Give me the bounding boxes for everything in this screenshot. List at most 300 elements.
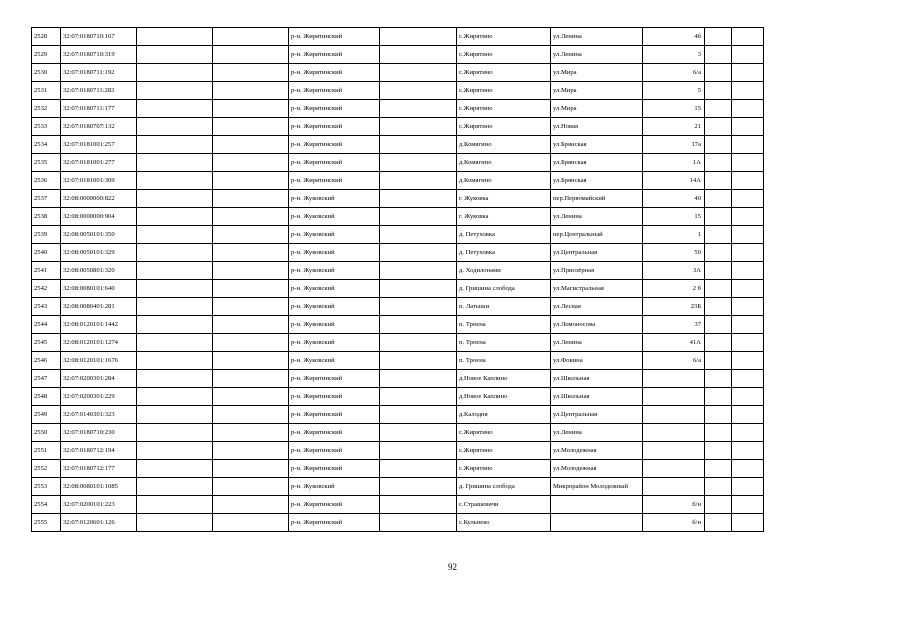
blank-column-d-cell: [705, 514, 732, 532]
district-cell: р-н. Жуковский: [289, 226, 380, 244]
cadastral-number-cell: 32:07:0180710:319: [61, 46, 137, 64]
table-row: [32, 208, 764, 226]
blank-column-c-cell: [380, 244, 457, 262]
blank-column-b-cell: [213, 64, 289, 82]
blank-column-c-cell: [380, 424, 457, 442]
blank-column-c-cell: [380, 280, 457, 298]
blank-column-c-cell: [380, 478, 457, 496]
district-cell: р-н. Жирятинский: [289, 46, 380, 64]
blank-column-a-cell: [137, 316, 213, 334]
table-row: [32, 262, 764, 280]
settlement-cell: с.Жирятино: [457, 442, 551, 460]
table-row: [32, 514, 764, 532]
cadastral-number-cell: 32:07:0181001:309: [61, 172, 137, 190]
blank-column-c-cell: [380, 64, 457, 82]
row-number-cell: 2550: [32, 424, 61, 442]
settlement-cell: с.Жирятино: [457, 424, 551, 442]
street-cell: ул.Магистральная: [551, 280, 643, 298]
blank-column-a-cell: [137, 100, 213, 118]
settlement-cell: д.Комягино: [457, 136, 551, 154]
district-cell: р-н. Жуковский: [289, 298, 380, 316]
blank-column-a-cell: [137, 64, 213, 82]
blank-column-e-cell: [732, 136, 764, 154]
row-number-cell: 2528: [32, 28, 61, 46]
cadastral-number-cell: 32:08:0120101:1442: [61, 316, 137, 334]
blank-column-a-cell: [137, 226, 213, 244]
street-cell: ул.Ленина: [551, 334, 643, 352]
district-cell: р-н. Жирятинский: [289, 424, 380, 442]
blank-column-b-cell: [213, 352, 289, 370]
blank-column-a-cell: [137, 46, 213, 64]
blank-column-d-cell: [705, 118, 732, 136]
street-cell: [551, 514, 643, 532]
blank-column-b-cell: [213, 136, 289, 154]
blank-column-a-cell: [137, 208, 213, 226]
blank-column-e-cell: [732, 298, 764, 316]
house-number-cell: 17а: [643, 136, 705, 154]
street-cell: ул.Новая: [551, 118, 643, 136]
blank-column-d-cell: [705, 370, 732, 388]
blank-column-c-cell: [380, 82, 457, 100]
blank-column-b-cell: [213, 442, 289, 460]
blank-column-a-cell: [137, 406, 213, 424]
blank-column-c-cell: [380, 172, 457, 190]
blank-column-b-cell: [213, 496, 289, 514]
cadastral-number-cell: 32:08:0000000:904: [61, 208, 137, 226]
district-cell: р-н. Жуковский: [289, 334, 380, 352]
blank-column-e-cell: [732, 118, 764, 136]
blank-column-a-cell: [137, 514, 213, 532]
blank-column-e-cell: [732, 370, 764, 388]
cadastral-number-cell: 32:07:0140301:323: [61, 406, 137, 424]
blank-column-c-cell: [380, 100, 457, 118]
blank-column-b-cell: [213, 316, 289, 334]
street-cell: ул.Ленина: [551, 46, 643, 64]
blank-column-b-cell: [213, 226, 289, 244]
row-number-cell: 2530: [32, 64, 61, 82]
row-number-cell: 2529: [32, 46, 61, 64]
blank-column-b-cell: [213, 82, 289, 100]
blank-column-d-cell: [705, 388, 732, 406]
row-number-cell: 2548: [32, 388, 61, 406]
blank-column-c-cell: [380, 406, 457, 424]
blank-column-d-cell: [705, 442, 732, 460]
row-number-cell: 2542: [32, 280, 61, 298]
blank-column-e-cell: [732, 460, 764, 478]
blank-column-b-cell: [213, 478, 289, 496]
district-cell: р-н. Жирятинский: [289, 388, 380, 406]
settlement-cell: д. Петуховка: [457, 226, 551, 244]
table-row: [32, 442, 764, 460]
house-number-cell: 3А: [643, 262, 705, 280]
house-number-cell: 14А: [643, 172, 705, 190]
house-number-cell: 3: [643, 46, 705, 64]
table-row: [32, 100, 764, 118]
blank-column-d-cell: [705, 496, 732, 514]
settlement-cell: с.Жирятино: [457, 82, 551, 100]
blank-column-c-cell: [380, 46, 457, 64]
blank-column-a-cell: [137, 424, 213, 442]
district-cell: р-н. Жирятинский: [289, 172, 380, 190]
blank-column-c-cell: [380, 262, 457, 280]
house-number-cell: [643, 406, 705, 424]
blank-column-a-cell: [137, 460, 213, 478]
house-number-cell: б/н: [643, 496, 705, 514]
blank-column-a-cell: [137, 370, 213, 388]
blank-column-a-cell: [137, 496, 213, 514]
blank-column-e-cell: [732, 388, 764, 406]
table-row: [32, 496, 764, 514]
cadastral-number-cell: 32:07:0180712:177: [61, 460, 137, 478]
row-number-cell: 2539: [32, 226, 61, 244]
house-number-cell: [643, 370, 705, 388]
house-number-cell: б/н: [643, 514, 705, 532]
settlement-cell: с.Кульнево: [457, 514, 551, 532]
table-row: [32, 46, 764, 64]
street-cell: Микрорайон Молодежный: [551, 478, 643, 496]
settlement-cell: п. Латыши: [457, 298, 551, 316]
row-number-cell: 2554: [32, 496, 61, 514]
blank-column-a-cell: [137, 478, 213, 496]
blank-column-d-cell: [705, 352, 732, 370]
cadastral-number-cell: 32:07:0180712:194: [61, 442, 137, 460]
row-number-cell: 2541: [32, 262, 61, 280]
table-row: [32, 136, 764, 154]
house-number-cell: [643, 478, 705, 496]
table-row: [32, 388, 764, 406]
house-number-cell: 40: [643, 190, 705, 208]
blank-column-e-cell: [732, 100, 764, 118]
street-cell: пер.Первомайский: [551, 190, 643, 208]
cadastral-number-cell: 32:07:0181001:257: [61, 136, 137, 154]
district-cell: р-н. Жирятинский: [289, 136, 380, 154]
table-row: [32, 28, 764, 46]
blank-column-c-cell: [380, 208, 457, 226]
cadastral-number-cell: 32:08:0050101:329: [61, 244, 137, 262]
cadastral-number-cell: 32:08:0120101:1676: [61, 352, 137, 370]
table-row: [32, 460, 764, 478]
blank-column-b-cell: [213, 154, 289, 172]
row-number-cell: 2547: [32, 370, 61, 388]
blank-column-b-cell: [213, 406, 289, 424]
blank-column-a-cell: [137, 82, 213, 100]
house-number-cell: 15: [643, 100, 705, 118]
blank-column-d-cell: [705, 154, 732, 172]
district-cell: р-н. Жуковский: [289, 280, 380, 298]
blank-column-c-cell: [380, 28, 457, 46]
blank-column-d-cell: [705, 172, 732, 190]
district-cell: р-н. Жирятинский: [289, 442, 380, 460]
blank-column-e-cell: [732, 280, 764, 298]
house-number-cell: 4б: [643, 28, 705, 46]
street-cell: ул.Лесная: [551, 298, 643, 316]
blank-column-e-cell: [732, 406, 764, 424]
street-cell: ул.Мира: [551, 64, 643, 82]
cadastral-number-cell: 32:08:0000000:822: [61, 190, 137, 208]
street-cell: ул.Приозёрная: [551, 262, 643, 280]
blank-column-a-cell: [137, 280, 213, 298]
blank-column-e-cell: [732, 514, 764, 532]
street-cell: ул.Мира: [551, 82, 643, 100]
street-cell: [551, 496, 643, 514]
blank-column-d-cell: [705, 406, 732, 424]
table-row: [32, 280, 764, 298]
blank-column-c-cell: [380, 388, 457, 406]
street-cell: ул.Центральная: [551, 406, 643, 424]
cadastral-number-cell: 32:08:0080401:281: [61, 298, 137, 316]
table-row: [32, 244, 764, 262]
row-number-cell: 2537: [32, 190, 61, 208]
blank-column-b-cell: [213, 334, 289, 352]
table-row: [32, 82, 764, 100]
cadastral-number-cell: 32:08:0120101:1274: [61, 334, 137, 352]
house-number-cell: 37: [643, 316, 705, 334]
blank-column-b-cell: [213, 46, 289, 64]
street-cell: ул.Брянская: [551, 172, 643, 190]
row-number-cell: 2555: [32, 514, 61, 532]
cadastral-number-cell: 32:07:0120601:126: [61, 514, 137, 532]
cadastral-number-cell: 32:07:0180710:230: [61, 424, 137, 442]
blank-column-c-cell: [380, 334, 457, 352]
blank-column-b-cell: [213, 280, 289, 298]
street-cell: пер.Центральный: [551, 226, 643, 244]
blank-column-c-cell: [380, 370, 457, 388]
blank-column-d-cell: [705, 424, 732, 442]
row-number-cell: 2544: [32, 316, 61, 334]
settlement-cell: д. Петуховка: [457, 244, 551, 262]
district-cell: р-н. Жуковский: [289, 478, 380, 496]
house-number-cell: 2 б: [643, 280, 705, 298]
district-cell: р-н. Жуковский: [289, 352, 380, 370]
blank-column-e-cell: [732, 190, 764, 208]
table-row: [32, 316, 764, 334]
house-number-cell: 5: [643, 82, 705, 100]
cadastral-number-cell: 32:08:0080101:640: [61, 280, 137, 298]
settlement-cell: с.Жирятино: [457, 118, 551, 136]
settlement-cell: п. Троена: [457, 352, 551, 370]
blank-column-b-cell: [213, 244, 289, 262]
row-number-cell: 2536: [32, 172, 61, 190]
row-number-cell: 2549: [32, 406, 61, 424]
blank-column-b-cell: [213, 460, 289, 478]
street-cell: ул.Брянская: [551, 136, 643, 154]
house-number-cell: 6/а: [643, 64, 705, 82]
table-row: [32, 334, 764, 352]
blank-column-a-cell: [137, 334, 213, 352]
house-number-cell: [643, 424, 705, 442]
blank-column-b-cell: [213, 424, 289, 442]
cadastral-number-cell: 32:07:0180711:192: [61, 64, 137, 82]
blank-column-b-cell: [213, 172, 289, 190]
table-row: [32, 352, 764, 370]
blank-column-a-cell: [137, 154, 213, 172]
street-cell: ул.Ленина: [551, 208, 643, 226]
blank-column-b-cell: [213, 208, 289, 226]
row-number-cell: 2532: [32, 100, 61, 118]
district-cell: р-н. Жирятинский: [289, 64, 380, 82]
blank-column-e-cell: [732, 154, 764, 172]
settlement-cell: с.Жирятино: [457, 460, 551, 478]
table-row: [32, 406, 764, 424]
settlement-cell: п. Троена: [457, 334, 551, 352]
settlement-cell: с.Жирятино: [457, 46, 551, 64]
blank-column-e-cell: [732, 496, 764, 514]
settlement-cell: д.Комягино: [457, 172, 551, 190]
blank-column-c-cell: [380, 460, 457, 478]
house-number-cell: [643, 442, 705, 460]
district-cell: р-н. Жуковский: [289, 316, 380, 334]
cadastral-number-cell: 32:07:0200301:229: [61, 388, 137, 406]
row-number-cell: 2534: [32, 136, 61, 154]
blank-column-b-cell: [213, 370, 289, 388]
blank-column-b-cell: [213, 28, 289, 46]
settlement-cell: д. Ходилонами: [457, 262, 551, 280]
settlement-cell: г. Жуковка: [457, 190, 551, 208]
row-number-cell: 2543: [32, 298, 61, 316]
table-row: [32, 226, 764, 244]
settlement-cell: д.Новое Каплино: [457, 370, 551, 388]
blank-column-e-cell: [732, 172, 764, 190]
blank-column-a-cell: [137, 172, 213, 190]
blank-column-d-cell: [705, 280, 732, 298]
district-cell: р-н. Жирятинский: [289, 82, 380, 100]
table-row: [32, 370, 764, 388]
cadastral-number-cell: 32:07:0200301:284: [61, 370, 137, 388]
street-cell: ул.Ленина: [551, 424, 643, 442]
row-number-cell: 2531: [32, 82, 61, 100]
blank-column-a-cell: [137, 262, 213, 280]
street-cell: ул.Брянская: [551, 154, 643, 172]
district-cell: р-н. Жирятинский: [289, 154, 380, 172]
blank-column-a-cell: [137, 118, 213, 136]
row-number-cell: 2546: [32, 352, 61, 370]
settlement-cell: с.Страшевичи: [457, 496, 551, 514]
blank-column-a-cell: [137, 442, 213, 460]
cadastral-number-cell: 32:07:0180711:283: [61, 82, 137, 100]
row-number-cell: 2538: [32, 208, 61, 226]
district-cell: р-н. Жуковский: [289, 208, 380, 226]
settlement-cell: г. Жуковка: [457, 208, 551, 226]
street-cell: ул.Школьная: [551, 388, 643, 406]
settlement-cell: д.Комягино: [457, 154, 551, 172]
district-cell: р-н. Жирятинский: [289, 100, 380, 118]
blank-column-d-cell: [705, 262, 732, 280]
blank-column-c-cell: [380, 118, 457, 136]
street-cell: ул.Центральная: [551, 244, 643, 262]
house-number-cell: 21: [643, 118, 705, 136]
row-number-cell: 2553: [32, 478, 61, 496]
blank-column-d-cell: [705, 28, 732, 46]
district-cell: р-н. Жирятинский: [289, 406, 380, 424]
cadastral-number-cell: 32:08:0080101:1085: [61, 478, 137, 496]
blank-column-e-cell: [732, 82, 764, 100]
blank-column-e-cell: [732, 442, 764, 460]
blank-column-e-cell: [732, 262, 764, 280]
registry-table-body: [32, 28, 764, 532]
blank-column-b-cell: [213, 100, 289, 118]
blank-column-e-cell: [732, 226, 764, 244]
blank-column-e-cell: [732, 352, 764, 370]
blank-column-d-cell: [705, 226, 732, 244]
row-number-cell: 2533: [32, 118, 61, 136]
blank-column-d-cell: [705, 298, 732, 316]
blank-column-c-cell: [380, 136, 457, 154]
house-number-cell: [643, 460, 705, 478]
cadastral-number-cell: 32:07:0180707:132: [61, 118, 137, 136]
cadastral-number-cell: 32:08:0050101:350: [61, 226, 137, 244]
row-number-cell: 2545: [32, 334, 61, 352]
blank-column-b-cell: [213, 262, 289, 280]
cadastral-number-cell: 32:08:0050801:320: [61, 262, 137, 280]
house-number-cell: 6/а: [643, 352, 705, 370]
blank-column-b-cell: [213, 514, 289, 532]
house-number-cell: 1: [643, 226, 705, 244]
blank-column-a-cell: [137, 352, 213, 370]
blank-column-a-cell: [137, 244, 213, 262]
district-cell: р-н. Жирятинский: [289, 496, 380, 514]
street-cell: ул.Школьная: [551, 370, 643, 388]
settlement-cell: п. Троена: [457, 316, 551, 334]
blank-column-d-cell: [705, 244, 732, 262]
street-cell: ул.Фокина: [551, 352, 643, 370]
blank-column-c-cell: [380, 190, 457, 208]
cadastral-number-cell: 32:07:0200101:223: [61, 496, 137, 514]
cadastral-number-cell: 32:07:0181001:277: [61, 154, 137, 172]
blank-column-e-cell: [732, 478, 764, 496]
blank-column-d-cell: [705, 100, 732, 118]
cadastral-number-cell: 32:07:0180711:177: [61, 100, 137, 118]
house-number-cell: [643, 388, 705, 406]
street-cell: ул.Молодежная: [551, 442, 643, 460]
house-number-cell: 23Б: [643, 298, 705, 316]
house-number-cell: 41А: [643, 334, 705, 352]
row-number-cell: 2535: [32, 154, 61, 172]
table-row: [32, 118, 764, 136]
settlement-cell: д.Калодня: [457, 406, 551, 424]
blank-column-d-cell: [705, 136, 732, 154]
blank-column-c-cell: [380, 154, 457, 172]
district-cell: р-н. Жирятинский: [289, 28, 380, 46]
blank-column-b-cell: [213, 388, 289, 406]
table-row: [32, 424, 764, 442]
blank-column-d-cell: [705, 460, 732, 478]
settlement-cell: с.Жирятино: [457, 100, 551, 118]
blank-column-a-cell: [137, 388, 213, 406]
page-number: 92: [448, 562, 457, 572]
table-row: [32, 154, 764, 172]
table-row: [32, 478, 764, 496]
blank-column-d-cell: [705, 478, 732, 496]
blank-column-c-cell: [380, 352, 457, 370]
blank-column-e-cell: [732, 424, 764, 442]
street-cell: ул.Мира: [551, 100, 643, 118]
blank-column-b-cell: [213, 190, 289, 208]
table-row: [32, 298, 764, 316]
district-cell: р-н. Жирятинский: [289, 460, 380, 478]
blank-column-d-cell: [705, 316, 732, 334]
blank-column-e-cell: [732, 334, 764, 352]
settlement-cell: д. Гришина слобода: [457, 280, 551, 298]
district-cell: р-н. Жуковский: [289, 244, 380, 262]
blank-column-c-cell: [380, 226, 457, 244]
blank-column-d-cell: [705, 46, 732, 64]
table-row: [32, 172, 764, 190]
street-cell: ул.Ленина: [551, 28, 643, 46]
blank-column-c-cell: [380, 316, 457, 334]
blank-column-b-cell: [213, 118, 289, 136]
district-cell: р-н. Жирятинский: [289, 514, 380, 532]
district-cell: р-н. Жирятинский: [289, 118, 380, 136]
